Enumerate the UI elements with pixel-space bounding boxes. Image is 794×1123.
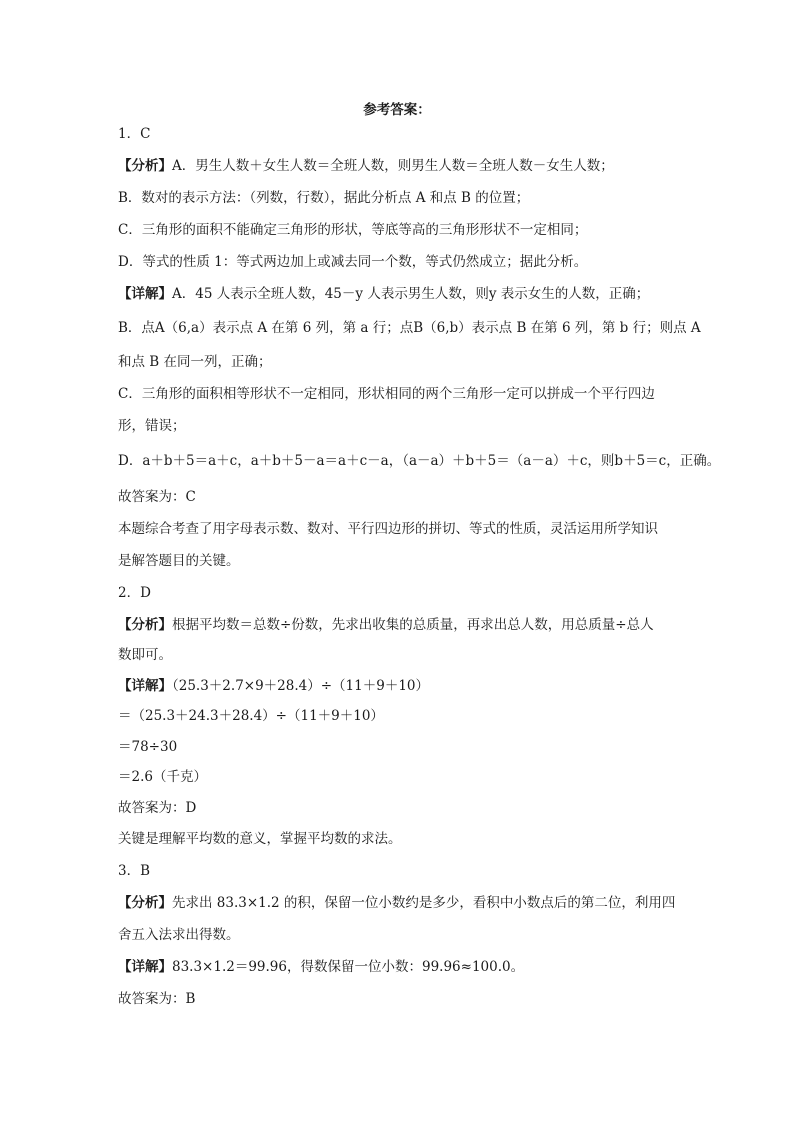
q3-answer: 故答案为：B (118, 991, 196, 1007)
page-title: 参考答案： (363, 102, 431, 118)
q1-detail-line-5: 形，错误； (118, 418, 186, 434)
q1-detail-line-2: B．点A（6,a）表示点 A 在第 6 列，第 a 行；点B（6,b）表示点 B 在第 6 列，第 b 行；则点 A (118, 320, 701, 336)
q2-detail-tag: 【详解】 (118, 678, 172, 694)
q1-analysis-text-1: A．男生人数＋女生人数＝全班人数，则男生人数＝全班人数－女生人数； (172, 158, 614, 174)
q2-detail-line-2: ＝（25.3＋24.3＋28.4）÷（11＋9＋10） (118, 708, 384, 724)
q3-detail-text-1: 83.3×1.2＝99.96，得数保留一位小数：99.96≈100.0。 (172, 959, 525, 975)
q3-analysis-line-1 (118, 893, 675, 913)
q2-detail-line-3: ＝78÷30 (118, 739, 178, 755)
q1-number: 1．C (118, 126, 151, 142)
q1-analysis-line-1 (118, 156, 614, 176)
q1-detail-line-1 (118, 284, 649, 304)
q1-detail-line-3: 和点 B 在同一列，正确； (118, 354, 272, 370)
q2-detail-line-4: ＝2.6（千克） (118, 769, 207, 785)
q2-answer: 故答案为：D (118, 800, 197, 816)
q1-analysis-tag: 【分析】 (118, 158, 172, 174)
q1-detail-line-6: D．a＋b＋5＝a＋c，a＋b＋5－a＝a＋c－a，（a－a）＋b＋5＝（a－a）＋c，则b＋5＝c，正确。 (118, 453, 721, 469)
q1-detail-tag: 【详解】 (118, 286, 172, 302)
q2-analysis-text-1: 根据平均数＝总数÷份数，先求出收集的总质量，再求出总人数，用总质量÷总人 (172, 617, 654, 633)
q1-answer: 故答案为：C (118, 489, 196, 505)
q1-analysis-line-3: C．三角形的面积不能确定三角形的形状，等底等高的三角形形状不一定相同； (118, 222, 588, 238)
q2-detail-line-1 (118, 676, 429, 696)
q1-analysis-line-2: B．数对的表示方法：（列数，行数），据此分析点 A 和点 B 的位置； (118, 190, 530, 206)
q1-detail-line-4: C．三角形的面积相等形状不一定相同，形状相同的两个三角形一定可以拼成一个平行四边 (118, 386, 655, 402)
q1-analysis-line-4: D．等式的性质 1：等式两边加上或减去同一个数，等式仍然成立；据此分析。 (118, 254, 588, 270)
q3-analysis-text-1: 先求出 83.3×1.2 的积，保留一位小数约是多少，看积中小数点后的第二位，利用四 (172, 895, 676, 911)
q2-analysis-line-1 (118, 615, 654, 635)
q3-detail-tag: 【详解】 (118, 959, 172, 975)
q2-summary-line-1: 关键是理解平均数的意义，掌握平均数的求法。 (118, 831, 402, 847)
q1-summary-line-2: 是解答题目的关键。 (118, 553, 240, 569)
q2-detail-text-1: （25.3＋2.7×9＋28.4）÷（11＋9＋10） (172, 678, 429, 694)
q2-number: 2．D (118, 585, 151, 601)
q3-detail-line-1 (118, 957, 524, 977)
q3-analysis-tag: 【分析】 (118, 895, 172, 911)
q1-summary-line-1: 本题综合考查了用字母表示数、数对、平行四边形的拼切、等式的性质，灵活运用所学知识 (118, 521, 658, 537)
q2-analysis-line-2: 数即可。 (118, 647, 172, 663)
q2-analysis-tag: 【分析】 (118, 617, 172, 633)
q3-analysis-line-2: 舍五入法求出得数。 (118, 927, 240, 943)
q3-number: 3．B (118, 863, 151, 879)
q1-detail-text-1: A．45 人表示全班人数，45－y 人表示男生人数，则y 表示女生的人数，正确； (172, 286, 650, 302)
